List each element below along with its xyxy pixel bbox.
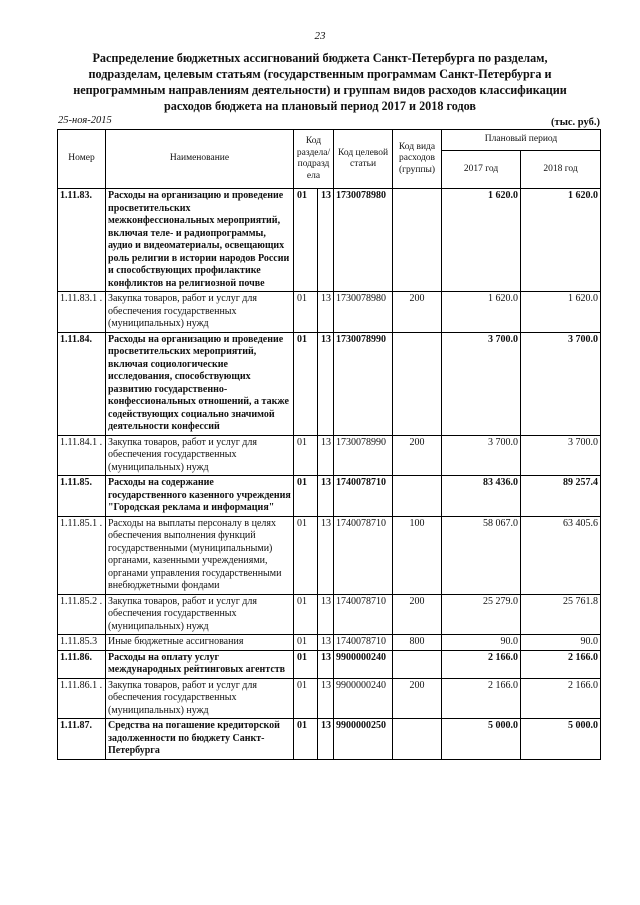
table-row	[58, 678, 601, 719]
row-name: Расходы на оплату услуг международных рейтинговых агентств	[106, 650, 294, 678]
row-value-2018: 90.0	[521, 635, 601, 651]
budget-table	[57, 129, 601, 760]
row-value-2017: 25 279.0	[442, 594, 521, 635]
row-value-2017: 1 620.0	[442, 292, 521, 333]
row-article-code: 1730078990	[334, 332, 393, 435]
document-date: 25-ноя-2015	[58, 115, 112, 126]
table-row	[58, 635, 601, 651]
row-name: Закупка товаров, работ и услуг для обеспечения государственных (муниципальных) нужд	[106, 435, 294, 476]
row-section-code: 01	[294, 435, 318, 476]
row-value-2017: 3 700.0	[442, 435, 521, 476]
row-subsection-code: 13	[318, 292, 334, 333]
row-article-code: 1730078980	[334, 292, 393, 333]
row-name: Закупка товаров, работ и услуг для обеспечения государственных (муниципальных) нужд	[106, 678, 294, 719]
row-value-2018: 89 257.4	[521, 476, 601, 517]
row-name: Расходы на организацию и проведение просветительских межконфессиональных мероприятий, включая теле- и радиопрограммы, аудио и видеоматериалы, освещающих роль религии в истории народов России и способствующих профилактике конфликтов на религиозной почве	[106, 189, 294, 292]
table-row	[58, 476, 601, 517]
header-number: Номер	[58, 130, 106, 189]
row-article-code: 1730078990	[334, 435, 393, 476]
row-value-2018: 25 761.8	[521, 594, 601, 635]
row-value-2017: 3 700.0	[442, 332, 521, 435]
row-number: 1.11.84.1 .	[58, 435, 106, 476]
row-value-2018: 1 620.0	[521, 189, 601, 292]
row-value-2017: 58 067.0	[442, 516, 521, 594]
row-number: 1.11.84.	[58, 332, 106, 435]
row-subsection-code: 13	[318, 332, 334, 435]
row-subsection-code: 13	[318, 435, 334, 476]
row-article-code: 1740078710	[334, 476, 393, 517]
table-row	[58, 189, 601, 292]
header-period: Плановый период	[442, 130, 601, 151]
row-section-code: 01	[294, 189, 318, 292]
row-group-code	[393, 650, 442, 678]
row-section-code: 01	[294, 292, 318, 333]
row-number: 1.11.85.	[58, 476, 106, 517]
row-group-code: 200	[393, 678, 442, 719]
row-number: 1.11.85.3	[58, 635, 106, 651]
row-number: 1.11.87.	[58, 719, 106, 760]
page-number: 23	[314, 30, 326, 42]
row-group-code	[393, 719, 442, 760]
document-title: Распределение бюджетных ассигнований бюджета Санкт-Петербурга по разделам, подразделам, целевым статьям (государственным программам Санкт-Петербурга и непрограммным направлениям деятельности) и группам видов расходов классификации расходов бюджета на плановый период 2017 и 2018 годов	[73, 51, 567, 113]
row-number: 1.11.86.	[58, 650, 106, 678]
row-section-code: 01	[294, 594, 318, 635]
row-value-2018: 2 166.0	[521, 650, 601, 678]
row-name: Средства на погашение кредиторской задолженности по бюджету Санкт-Петербурга	[106, 719, 294, 760]
row-value-2018: 63 405.6	[521, 516, 601, 594]
row-value-2018: 3 700.0	[521, 435, 601, 476]
row-subsection-code: 13	[318, 678, 334, 719]
row-group-code	[393, 332, 442, 435]
row-value-2017: 83 436.0	[442, 476, 521, 517]
row-group-code	[393, 189, 442, 292]
header-name: Наименование	[106, 130, 294, 189]
row-section-code: 01	[294, 476, 318, 517]
table-row	[58, 435, 601, 476]
row-group-code: 200	[393, 292, 442, 333]
row-subsection-code: 13	[318, 650, 334, 678]
row-article-code: 1740078710	[334, 635, 393, 651]
row-subsection-code: 13	[318, 635, 334, 651]
row-value-2017: 90.0	[442, 635, 521, 651]
row-section-code: 01	[294, 719, 318, 760]
header-2017: 2017 год	[442, 151, 521, 189]
row-name: Расходы на содержание государственного казенного учреждения "Городская реклама и информация"	[106, 476, 294, 517]
row-number: 1.11.83.1 .	[58, 292, 106, 333]
row-article-code: 9900000240	[334, 650, 393, 678]
table-row	[58, 594, 601, 635]
table-row	[58, 719, 601, 760]
units-label: (тыс. руб.)	[551, 117, 600, 128]
row-value-2017: 2 166.0	[442, 650, 521, 678]
header-2018: 2018 год	[521, 151, 601, 189]
header-section: Код раздела/ подразд ела	[294, 130, 334, 189]
row-section-code: 01	[294, 516, 318, 594]
row-group-code	[393, 476, 442, 517]
row-article-code: 9900000250	[334, 719, 393, 760]
row-group-code: 100	[393, 516, 442, 594]
row-number: 1.11.85.2 .	[58, 594, 106, 635]
row-value-2018: 3 700.0	[521, 332, 601, 435]
row-group-code: 800	[393, 635, 442, 651]
row-section-code: 01	[294, 635, 318, 651]
row-value-2018: 1 620.0	[521, 292, 601, 333]
table-row	[58, 650, 601, 678]
row-group-code: 200	[393, 594, 442, 635]
header-group: Код вида расходов (группы)	[393, 130, 442, 189]
row-value-2017: 5 000.0	[442, 719, 521, 760]
row-subsection-code: 13	[318, 719, 334, 760]
row-subsection-code: 13	[318, 189, 334, 292]
row-name: Расходы на выплаты персоналу в целях обеспечения выполнения функций государственными (муниципальными) органами, казенными учреждениями, органами управления государственными внебюджетными фондами	[106, 516, 294, 594]
header-article: Код целевой статьи	[334, 130, 393, 189]
row-group-code: 200	[393, 435, 442, 476]
row-article-code: 1740078710	[334, 594, 393, 635]
row-name: Закупка товаров, работ и услуг для обеспечения государственных (муниципальных) нужд	[106, 594, 294, 635]
row-number: 1.11.86.1 .	[58, 678, 106, 719]
row-subsection-code: 13	[318, 476, 334, 517]
row-value-2018: 5 000.0	[521, 719, 601, 760]
row-section-code: 01	[294, 332, 318, 435]
table-row	[58, 332, 601, 435]
row-article-code: 1740078710	[334, 516, 393, 594]
table-row	[58, 516, 601, 594]
row-value-2017: 1 620.0	[442, 189, 521, 292]
row-name: Расходы на организацию и проведение просветительских мероприятий, включая социологические исследования, способствующих развитию государственно-конфессиональных отношений, а также содействующих социально значимой деятельности конфессий	[106, 332, 294, 435]
row-number: 1.11.85.1 .	[58, 516, 106, 594]
row-name: Закупка товаров, работ и услуг для обеспечения государственных (муниципальных) нужд	[106, 292, 294, 333]
row-number: 1.11.83.	[58, 189, 106, 292]
row-name: Иные бюджетные ассигнования	[106, 635, 294, 651]
row-section-code: 01	[294, 650, 318, 678]
table-row	[58, 292, 601, 333]
row-subsection-code: 13	[318, 516, 334, 594]
row-subsection-code: 13	[318, 594, 334, 635]
row-section-code: 01	[294, 678, 318, 719]
row-value-2018: 2 166.0	[521, 678, 601, 719]
row-article-code: 9900000240	[334, 678, 393, 719]
row-value-2017: 2 166.0	[442, 678, 521, 719]
row-article-code: 1730078980	[334, 189, 393, 292]
